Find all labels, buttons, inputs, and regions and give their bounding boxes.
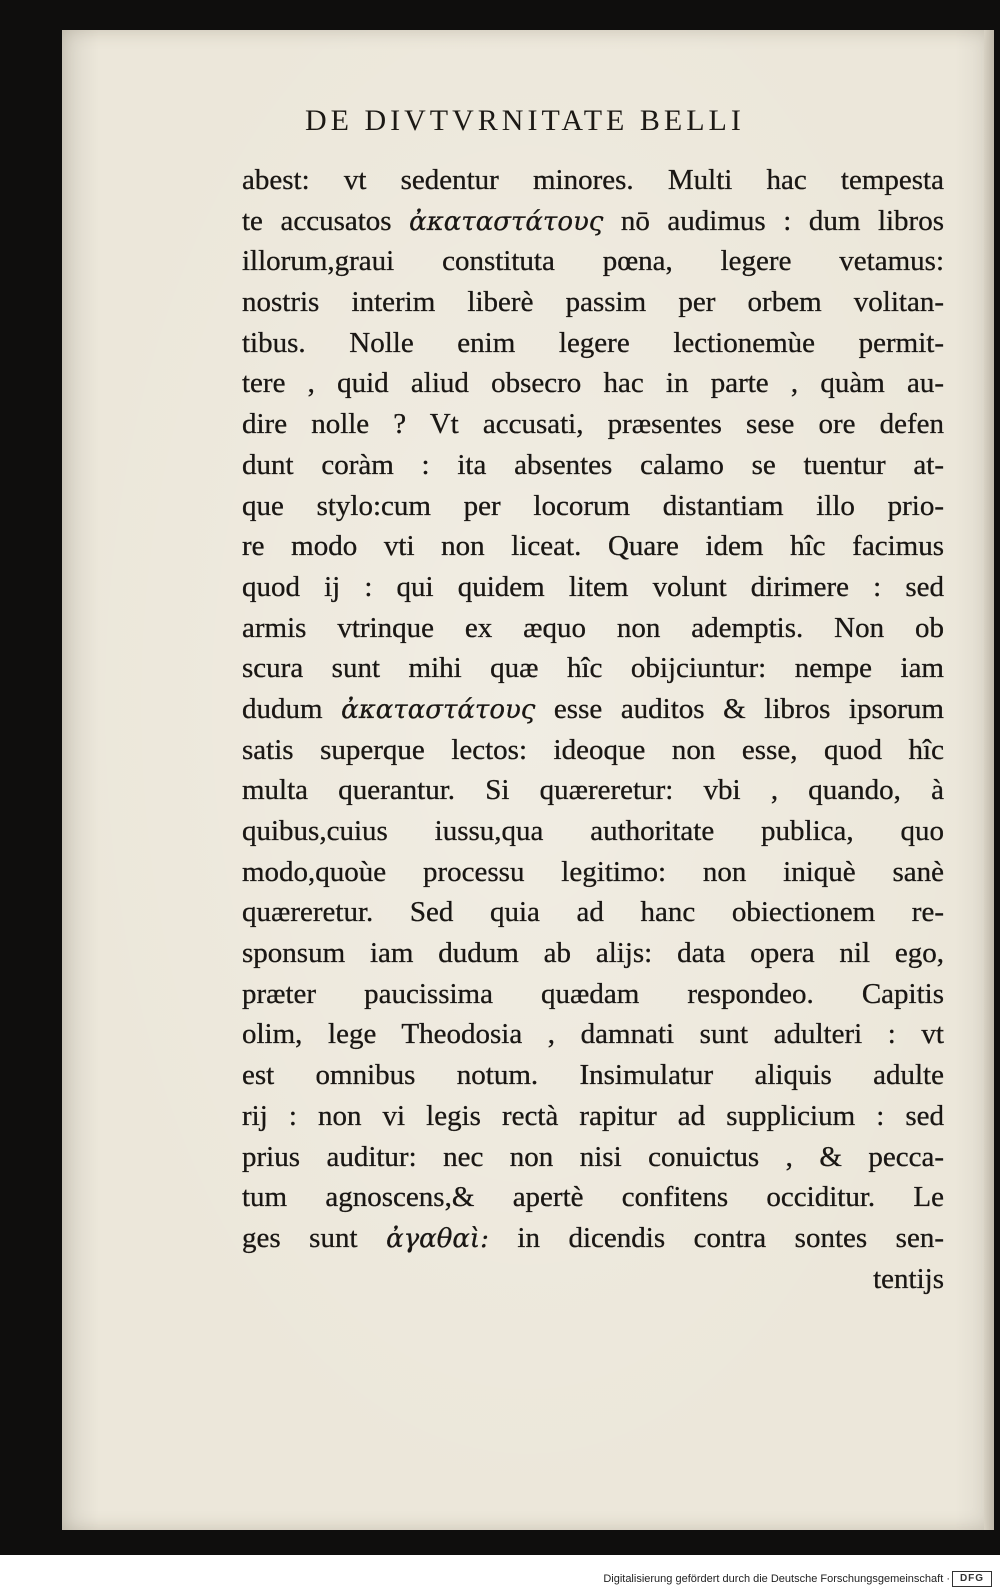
text-line: prius auditur: nec non nisi conuictus , & pecca-	[242, 1140, 944, 1173]
text-line: dire nolle ? Vt accusati, præsentes sese ore defen	[242, 408, 944, 441]
text-line: præter paucissima quædam respondeo. Capitis	[242, 977, 944, 1010]
greek-word: ἀκαταστάτους	[409, 206, 604, 237]
text-line: rij : non vi legis rectà rapitur ad supplicium : sed	[242, 1099, 944, 1132]
text-line: modo,quoùe processu legitimo: non iniquè sanè	[242, 855, 944, 888]
text-line: dunt coràm : ita absentes calamo se tuentur at-	[242, 448, 944, 481]
text-line: tere , quid aliud obsecro hac in parte , quàm au-	[242, 367, 944, 400]
greek-word: ἀκαταστάτους	[341, 694, 536, 725]
text-line: satis superque lectos: ideoque non esse, quod hîc	[242, 733, 944, 766]
text-line: ges sunt ἀγαθαὶ: in dicendis contra sontes sen-	[242, 1221, 944, 1254]
text-line: olim, lege Theodosia , damnati sunt adulteri : vt	[242, 1018, 944, 1051]
text-line: abest: vt sedentur minores. Multi hac tempesta	[242, 164, 944, 196]
text-line: dudum ἀκαταστάτους esse auditos & libros ipsorum	[242, 692, 944, 725]
text-line: que stylo:cum per locorum distantiam illo prio-	[242, 489, 944, 522]
funding-credit: Digitalisierung gefördert durch die Deutsche Forschungsgemeinschaft ·	[603, 1573, 950, 1585]
text-line: scura sunt mihi quæ hîc obijciuntur: nempe iam	[242, 652, 944, 685]
text-line: nostris interim liberè passim per orbem volitan-	[242, 286, 944, 319]
page-edge	[984, 30, 994, 1530]
text-line: tentijs	[873, 1262, 944, 1295]
text-line: re modo vti non liceat. Quare idem hîc facimus	[242, 530, 944, 563]
text-line: illorum,graui constituta pœna, legere vetamus:	[242, 245, 944, 278]
dfg-logo: DFG	[952, 1571, 992, 1587]
text-line: tibus. Nolle enim legere lectionemùe permit-	[242, 326, 944, 359]
text-line: tum agnoscens,& apertè confitens occiditur. Le	[242, 1181, 944, 1214]
text-line: sponsum iam dudum ab alijs: data opera nil ego,	[242, 937, 944, 970]
body-text	[242, 160, 944, 1299]
text-line: multa querantur. Si quæreretur: vbi , quando, à	[242, 774, 944, 807]
text-line: armis vtrinque ex æquo non ademptis. Non ob	[242, 611, 944, 644]
text-line: te accusatos ἀκαταστάτους nō audimus : dum libros	[242, 204, 944, 237]
text-line: quæreretur. Sed quia ad hanc obiectionem re-	[242, 896, 944, 929]
text-line: quod ij : qui quidem litem volunt dirimere : sed	[242, 570, 944, 603]
text-line: est omnibus notum. Insimulatur aliquis adulte	[242, 1059, 944, 1092]
text-line: quibus,cuius iussu,qua authoritate publica, quo	[242, 815, 944, 847]
greek-word: ἀγαθαὶ:	[386, 1223, 489, 1254]
running-head: DE DIVTVRNITATE BELLI	[305, 104, 745, 137]
